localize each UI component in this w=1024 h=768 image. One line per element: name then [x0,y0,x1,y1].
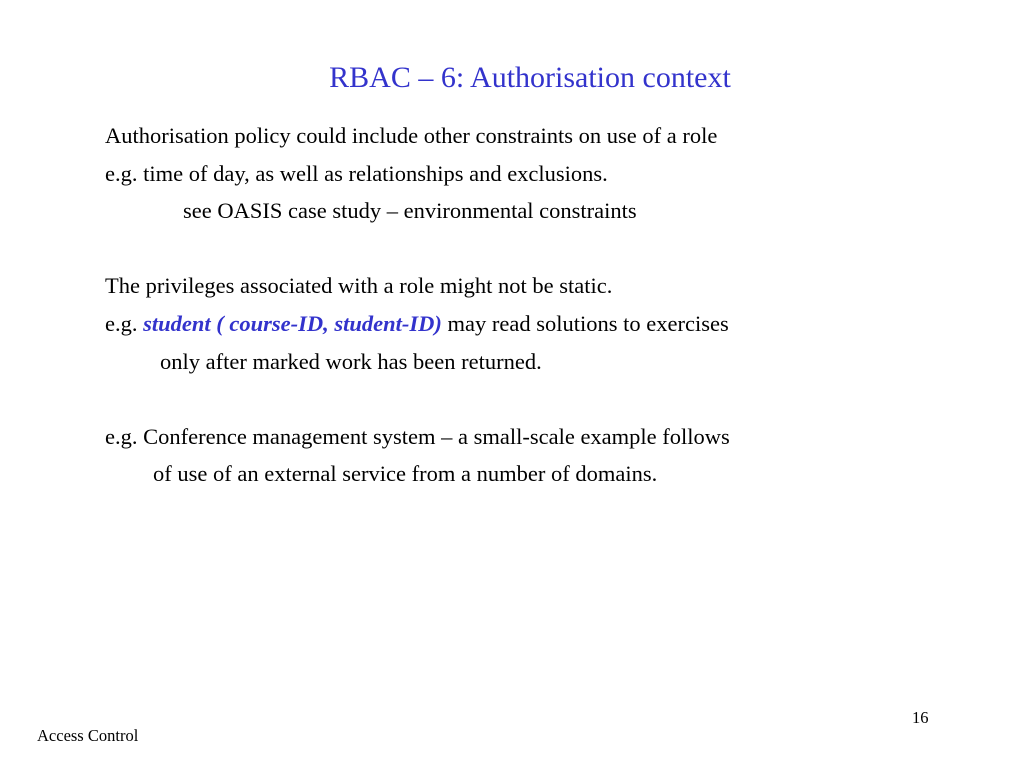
slide-title: RBAC – 6: Authorisation context [329,61,731,94]
footer-label: Access Control [37,726,139,745]
body-line-with-emphasis [105,305,730,343]
body-line-indented: of use of an external service from a number of domains. [153,461,658,487]
paragraph-spacer [105,380,730,418]
slide-body [105,117,730,493]
body-line: The privileges associated with a role might not be static. [105,273,613,299]
body-line-indented: see OASIS case study – environmental constraints [183,198,637,224]
body-text-suffix: may read solutions to exercises [441,310,729,336]
role-example-emphasis: student ( course-ID, student-ID) [143,310,442,336]
paragraph-spacer [105,230,730,268]
page-number: 16 [912,708,929,727]
body-text-prefix: e.g. [105,310,144,336]
body-line: e.g. time of day, as well as relationships and exclusions. [105,160,608,186]
body-line: e.g. Conference management system – a small-scale example follows [105,423,730,449]
body-line: Authorisation policy could include other constraints on use of a role [105,123,718,148]
body-line-indented: only after marked work has been returned. [160,348,542,374]
